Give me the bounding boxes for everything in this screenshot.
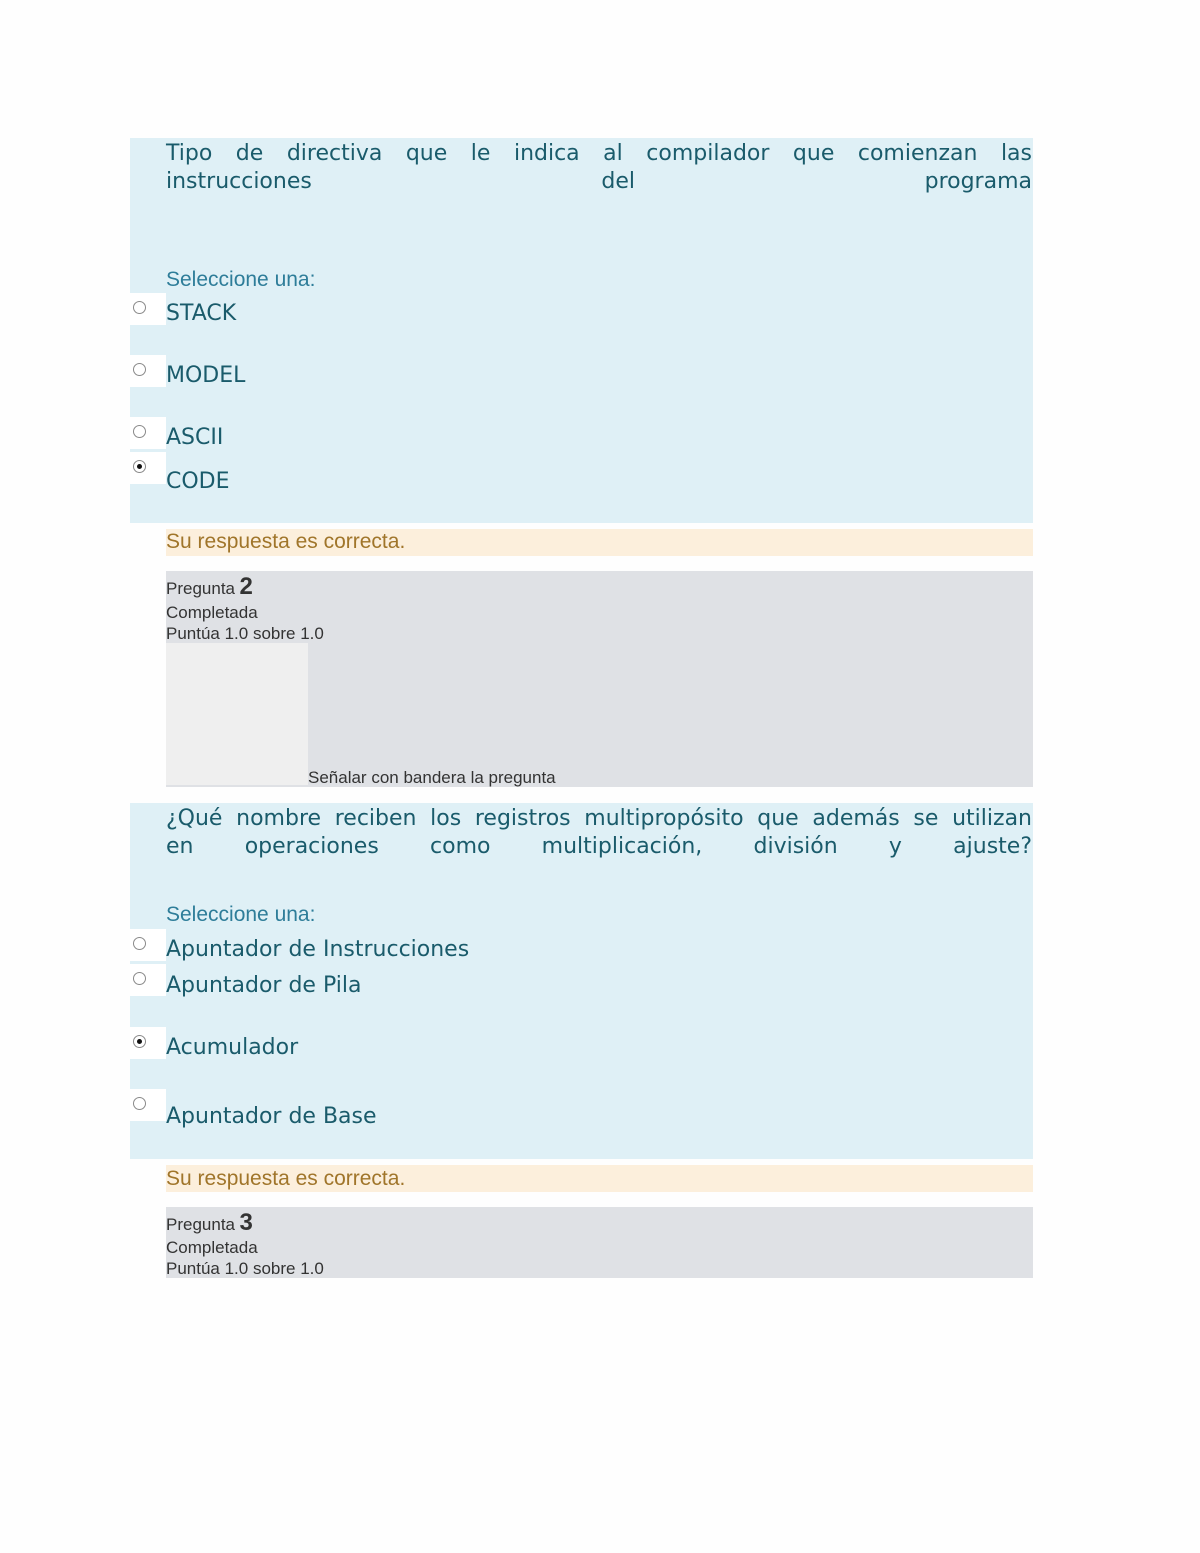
option-label-apuntador-base[interactable]: Apuntador de Base xyxy=(166,1104,377,1129)
question2-status: Completada xyxy=(166,603,258,622)
question1-text-line2: instrucciones del programa xyxy=(166,169,1032,194)
option-label-acumulador[interactable]: Acumulador xyxy=(166,1035,299,1060)
option-label-model[interactable]: MODEL xyxy=(166,363,246,388)
question2-select-label: Seleccione una: xyxy=(166,903,316,926)
radio-option-apuntador-base[interactable] xyxy=(133,1097,146,1110)
radio-option-apuntador-pila[interactable] xyxy=(133,972,146,985)
question1-text-line1: Tipo de directiva que le indica al compilador que comienzan las xyxy=(166,141,1032,166)
question-prefix: Pregunta xyxy=(166,1215,235,1234)
radio-option-model[interactable] xyxy=(133,363,146,376)
option-label-code[interactable]: CODE xyxy=(166,469,230,494)
option-label-stack[interactable]: STACK xyxy=(166,301,237,326)
question-number: 3 xyxy=(239,1209,253,1236)
question2-text xyxy=(166,805,1032,861)
radio-option-acumulador[interactable] xyxy=(133,1035,146,1048)
radio-option-stack[interactable] xyxy=(133,301,146,314)
question1-text xyxy=(166,140,1032,196)
radio-option-ascii[interactable] xyxy=(133,425,146,438)
question-number: 2 xyxy=(239,573,253,600)
option-label-apuntador-pila[interactable]: Apuntador de Pila xyxy=(166,973,362,998)
question2-text-line1: ¿Qué nombre reciben los registros multipropósito que además se utilizan xyxy=(166,806,1032,831)
question2-flag-box xyxy=(166,643,308,785)
question3-score: Puntúa 1.0 sobre 1.0 xyxy=(166,1259,324,1278)
flag-question-link[interactable]: Señalar con bandera la pregunta xyxy=(308,768,556,787)
radio-option-code[interactable] xyxy=(133,460,146,473)
question1-select-label: Seleccione una: xyxy=(166,268,316,291)
question2-number-heading xyxy=(166,573,253,601)
question-prefix: Pregunta xyxy=(166,579,235,598)
question1-feedback: Su respuesta es correcta. xyxy=(166,530,406,553)
question3-number-heading xyxy=(166,1209,253,1237)
question2-score: Puntúa 1.0 sobre 1.0 xyxy=(166,624,324,643)
question2-feedback: Su respuesta es correcta. xyxy=(166,1167,406,1190)
radio-option-apuntador-instrucciones[interactable] xyxy=(133,937,146,950)
question2-text-line2: en operaciones como multiplicación, división y ajuste? xyxy=(166,834,1032,859)
option-label-ascii[interactable]: ASCII xyxy=(166,425,224,450)
question3-status: Completada xyxy=(166,1238,258,1257)
option-label-apuntador-instrucciones[interactable]: Apuntador de Instrucciones xyxy=(166,937,470,962)
